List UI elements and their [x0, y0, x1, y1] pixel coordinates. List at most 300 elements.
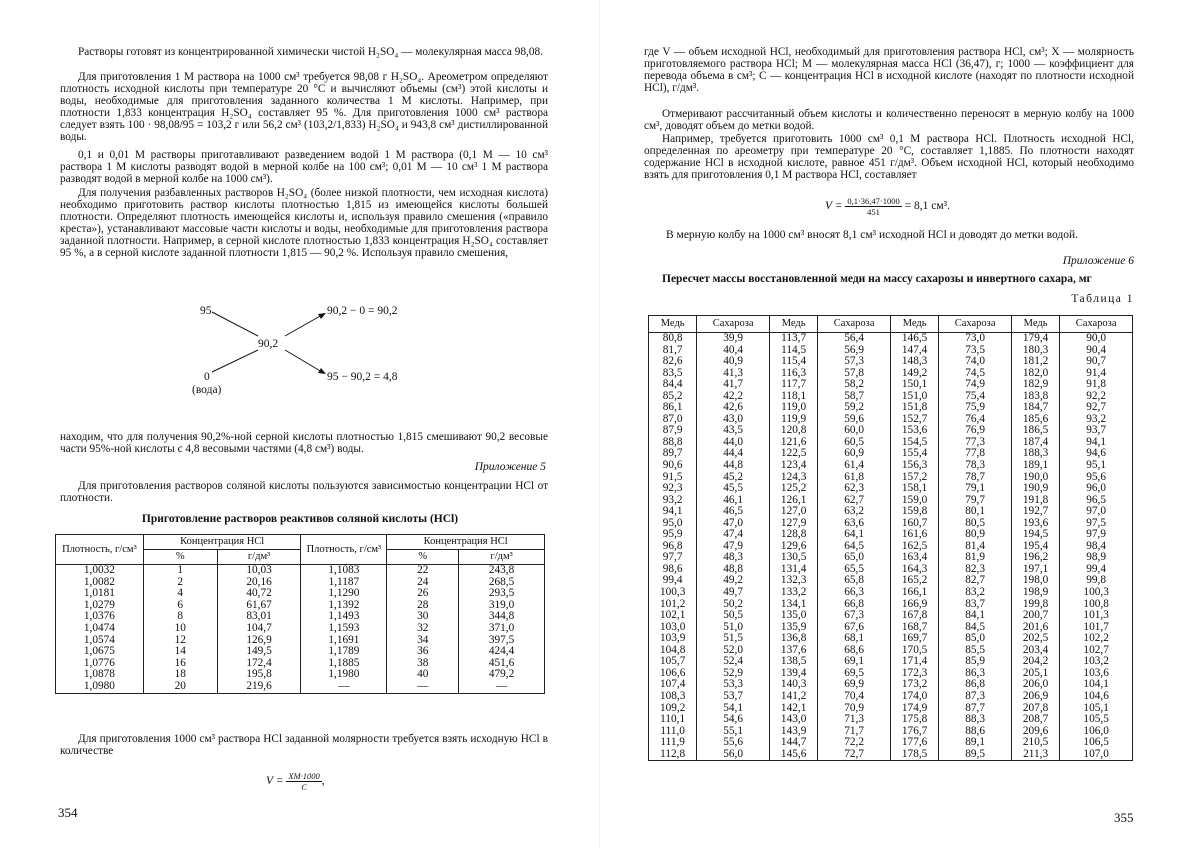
diagram-bottom-left: 0 — [204, 371, 210, 383]
table-cell: 148,3 — [890, 356, 938, 368]
table-cell: 165,2 — [890, 575, 938, 587]
table-cell: 85,5 — [939, 645, 1012, 657]
table-cell: 74,9 — [939, 379, 1012, 391]
table-cell: — — [387, 681, 459, 693]
table-cell: 97,0 — [1060, 506, 1133, 518]
table-cell: 99,4 — [649, 575, 697, 587]
table-cell: 125,2 — [769, 483, 817, 495]
table-row — [649, 472, 1133, 484]
table-cell: 59,6 — [818, 414, 891, 426]
table-title: Приготовление растворов реактивов соляной кислоты (HCl) — [141, 513, 459, 525]
arrowhead-icon — [318, 313, 326, 319]
table-cell: 451,6 — [459, 658, 545, 670]
table-cell: 46,1 — [697, 495, 770, 507]
table-cell: 167,8 — [890, 610, 938, 622]
table-cell: 86,3 — [939, 668, 1012, 680]
table-row — [649, 622, 1133, 634]
table-cell: 145,6 — [769, 749, 817, 761]
table-cell: 190,9 — [1011, 483, 1059, 495]
table-cell: 140,3 — [769, 679, 817, 691]
table-cell: 81,7 — [649, 345, 697, 357]
table-cell: 73,0 — [939, 333, 1012, 345]
table-row — [649, 506, 1133, 518]
table-cell: 82,3 — [939, 564, 1012, 576]
table-row — [649, 645, 1133, 657]
table-cell: 65,0 — [818, 552, 891, 564]
table-cell: 103,9 — [649, 633, 697, 645]
table-cell: 47,0 — [697, 518, 770, 530]
table-cell: 49,2 — [697, 575, 770, 587]
table-cell: 95,0 — [649, 518, 697, 530]
table-cell: 123,4 — [769, 460, 817, 472]
table-cell: 194,5 — [1011, 529, 1059, 541]
table-cell: 127,9 — [769, 518, 817, 530]
table-row — [56, 681, 545, 693]
table-row — [56, 588, 545, 600]
table-cell: 68,1 — [818, 633, 891, 645]
table-cell: 41,7 — [697, 379, 770, 391]
table-cell: 200,7 — [1011, 610, 1059, 622]
table-cell: 1,1980 — [301, 669, 387, 681]
table-cell: 107,4 — [649, 679, 697, 691]
table-cell: 1,0776 — [56, 658, 144, 670]
table-cell: 60,0 — [818, 425, 891, 437]
table-cell: 150,1 — [890, 379, 938, 391]
table-cell: 142,1 — [769, 703, 817, 715]
table-cell: 50,5 — [697, 610, 770, 622]
table-cell: 40,9 — [697, 356, 770, 368]
table-cell: 85,2 — [649, 391, 697, 403]
table-header: Медь — [890, 316, 938, 333]
table-cell: 104,1 — [1060, 679, 1133, 691]
table-header: Медь — [769, 316, 817, 333]
table-row — [649, 656, 1133, 668]
table-cell: 161,6 — [890, 529, 938, 541]
table-cell: 158,1 — [890, 483, 938, 495]
cross-rule-diagram — [190, 300, 440, 400]
table-cell: 42,6 — [697, 402, 770, 414]
table-cell: 83,5 — [649, 368, 697, 380]
table-cell: 156,3 — [890, 460, 938, 472]
table-cell: 344,8 — [459, 611, 545, 623]
table-cell: 93,2 — [1060, 414, 1133, 426]
table-row — [649, 737, 1133, 749]
table-row — [649, 668, 1133, 680]
table-cell: 126,9 — [217, 635, 301, 647]
table-cell: 81,9 — [939, 552, 1012, 564]
table-cell: 219,6 — [217, 681, 301, 693]
formula-volume: V = $\frac{XM\cdot 1000}{C}$ , — [266, 771, 325, 792]
table-header: Сахароза — [818, 316, 891, 333]
table-cell: 90,6 — [649, 460, 697, 472]
table-cell: 68,6 — [818, 645, 891, 657]
table-cell: 1,0082 — [56, 577, 144, 589]
table-cell: 195,4 — [1011, 541, 1059, 553]
table-cell: 175,8 — [890, 714, 938, 726]
table-cell: 130,5 — [769, 552, 817, 564]
table-cell: 18 — [143, 669, 217, 681]
table-cell: 83,01 — [217, 611, 301, 623]
table-cell: 149,5 — [217, 646, 301, 658]
appendix-label: Приложение 6 — [1062, 255, 1134, 267]
table-cell: 14 — [143, 646, 217, 658]
table-cell: 187,4 — [1011, 437, 1059, 449]
table-cell: 197,1 — [1011, 564, 1059, 576]
table-cell: 171,4 — [890, 656, 938, 668]
table-cell: 104,7 — [217, 623, 301, 635]
table-cell: 164,3 — [890, 564, 938, 576]
table-cell: 77,3 — [939, 437, 1012, 449]
table-cell: 96,8 — [649, 541, 697, 553]
table-cell: 92,3 — [649, 483, 697, 495]
table-cell: 155,4 — [890, 448, 938, 460]
table-cell: 172,3 — [890, 668, 938, 680]
table-cell: 104,6 — [1060, 691, 1133, 703]
table-cell: 208,7 — [1011, 714, 1059, 726]
copper-sucrose-table — [648, 315, 1133, 761]
table-cell: 1,0474 — [56, 623, 144, 635]
table-cell: 50,2 — [697, 599, 770, 611]
table-cell: 43,5 — [697, 425, 770, 437]
table-cell: 40,72 — [217, 588, 301, 600]
table-cell: 196,2 — [1011, 552, 1059, 564]
table-cell: 188,3 — [1011, 448, 1059, 460]
table-cell: 83,2 — [939, 587, 1012, 599]
table-cell: 186,5 — [1011, 425, 1059, 437]
table-cell: 67,3 — [818, 610, 891, 622]
table-row — [649, 703, 1133, 715]
table-cell: 1,0675 — [56, 646, 144, 658]
arrowhead-icon — [318, 368, 326, 374]
table-cell: 87,7 — [939, 703, 1012, 715]
table-row — [649, 575, 1133, 587]
table-cell: 134,1 — [769, 599, 817, 611]
table-cell: 159,8 — [890, 506, 938, 518]
table-cell: 139,4 — [769, 668, 817, 680]
table-cell: 39,9 — [697, 333, 770, 345]
table-cell: 199,8 — [1011, 599, 1059, 611]
table-cell: 69,5 — [818, 668, 891, 680]
table-cell: 190,0 — [1011, 472, 1059, 484]
table-cell: 36 — [387, 646, 459, 658]
table-cell: 191,8 — [1011, 495, 1059, 507]
table-cell: 73,5 — [939, 345, 1012, 357]
table-cell: 189,1 — [1011, 460, 1059, 472]
table-cell: 49,7 — [697, 587, 770, 599]
table-cell: 75,4 — [939, 391, 1012, 403]
table-cell: 74,0 — [939, 356, 1012, 368]
table-cell: 182,9 — [1011, 379, 1059, 391]
table-cell: 61,67 — [217, 600, 301, 612]
table-cell: 319,0 — [459, 600, 545, 612]
table-cell: 184,7 — [1011, 402, 1059, 414]
table-cell: 60,9 — [818, 448, 891, 460]
table-cell: 84,5 — [939, 622, 1012, 634]
table-cell: 371,0 — [459, 623, 545, 635]
table-row — [56, 669, 545, 681]
diagram-bottom-right: 95 − 90,2 = 4,8 — [327, 371, 398, 383]
table-cell: 162,5 — [890, 541, 938, 553]
table-cell: 20 — [143, 681, 217, 693]
table-cell: 179,4 — [1011, 333, 1059, 345]
table-cell: 47,4 — [697, 529, 770, 541]
table-cell: 53,3 — [697, 679, 770, 691]
table-cell: 70,4 — [818, 691, 891, 703]
table-cell: 98,4 — [1060, 541, 1133, 553]
arrow-line — [285, 315, 322, 336]
table-cell: 268,5 — [459, 577, 545, 589]
table-cell: 2 — [143, 577, 217, 589]
table-cell: 97,7 — [649, 552, 697, 564]
paragraph-result: находим, что для получения 90,2%-ной серной кислоты плотностью 1,815 смешивают 90,2 весовые части 95%-ной кислоты с 4,8 весовыми частями (4,8 см³) воды. — [60, 431, 548, 455]
table-cell: 120,8 — [769, 425, 817, 437]
table-cell: 1,0376 — [56, 611, 144, 623]
paragraph-final: В мерную колбу на 1000 см³ вносят 8,1 см³ исходной HCl и доводят до метки водой. — [666, 229, 1079, 241]
table-cell: 69,9 — [818, 679, 891, 691]
header-density: Плотность, г/см³ — [56, 535, 144, 565]
table-cell: 61,4 — [818, 460, 891, 472]
table-row — [56, 646, 545, 658]
table-cell: 126,1 — [769, 495, 817, 507]
table-header: Сахароза — [939, 316, 1012, 333]
table-cell: 166,9 — [890, 599, 938, 611]
table-cell: 61,8 — [818, 472, 891, 484]
table-cell: 201,6 — [1011, 622, 1059, 634]
table-cell: 87,9 — [649, 425, 697, 437]
table-cell: 138,5 — [769, 656, 817, 668]
table-cell: 152,7 — [890, 414, 938, 426]
table-header: Медь — [649, 316, 697, 333]
table-cell: 103,2 — [1060, 656, 1133, 668]
table-cell: 79,7 — [939, 495, 1012, 507]
table-cell: 94,1 — [649, 506, 697, 518]
header-concentration: Концентрация HCl — [387, 535, 545, 550]
table-cell: 106,6 — [649, 668, 697, 680]
table-row — [649, 564, 1133, 576]
hcl-table — [55, 534, 545, 694]
table-row — [649, 414, 1133, 426]
table-cell: 94,1 — [1060, 437, 1133, 449]
table-cell: 88,6 — [939, 726, 1012, 738]
table-cell: 121,6 — [769, 437, 817, 449]
table-cell: 83,7 — [939, 599, 1012, 611]
table-row — [56, 577, 545, 589]
table-cell: 159,0 — [890, 495, 938, 507]
paragraph-intro: Растворы готовят из концентрированной химически чистой H₂SO₄ — молекулярная масса 98,08. — [78, 46, 543, 58]
paragraph-example: Например, требуется приготовить 1000 см³ 0,1 М раствора HCl. Плотность исходной HCl, определенная по ареометру при температуре 20 °С, составляет 1,1885. По плотности находят содержание HCl в исходной кислоте, равное 451 г/дм³. Объем исходной HCl, который необходимо взять для приготовления 0,1 М раствора HCl, составляет — [644, 133, 1134, 181]
table-cell: 135,9 — [769, 622, 817, 634]
table-cell: 157,2 — [890, 472, 938, 484]
table-cell: 116,3 — [769, 368, 817, 380]
table-cell: 72,7 — [818, 749, 891, 761]
table-cell: 109,2 — [649, 703, 697, 715]
table-header: Сахароза — [697, 316, 770, 333]
table-cell: 174,9 — [890, 703, 938, 715]
table-cell: 74,5 — [939, 368, 1012, 380]
table-cell: 147,4 — [890, 345, 938, 357]
table-cell: 82,7 — [939, 575, 1012, 587]
table-cell: 56,0 — [697, 749, 770, 761]
table-row — [649, 368, 1133, 380]
table-row — [649, 402, 1133, 414]
table-cell: 58,7 — [818, 391, 891, 403]
table-label: Таблица 1 — [1071, 293, 1134, 305]
table-cell: 1,0574 — [56, 635, 144, 647]
table-cell: 63,6 — [818, 518, 891, 530]
table-cell: 1,1083 — [301, 565, 387, 577]
table-cell: 195,8 — [217, 669, 301, 681]
table-row — [649, 448, 1133, 460]
table-cell: 76,4 — [939, 414, 1012, 426]
table-cell: 102,7 — [1060, 645, 1133, 657]
table-row — [56, 635, 545, 647]
table-cell: 92,2 — [1060, 391, 1133, 403]
table-row — [56, 611, 545, 623]
table-cell: 94,6 — [1060, 448, 1133, 460]
table-cell: 136,8 — [769, 633, 817, 645]
table-cell: 1,1789 — [301, 646, 387, 658]
table-cell: 84,4 — [649, 379, 697, 391]
table-cell: 6 — [143, 600, 217, 612]
table-cell: 1,0279 — [56, 600, 144, 612]
header-g-dm3: г/дм³ — [459, 550, 545, 565]
table-cell: 479,2 — [459, 669, 545, 681]
table-cell: 103,6 — [1060, 668, 1133, 680]
table-cell: 22 — [387, 565, 459, 577]
table-cell: 65,5 — [818, 564, 891, 576]
table-cell: 86,8 — [939, 679, 1012, 691]
table-cell: 67,6 — [818, 622, 891, 634]
table-cell: 182,0 — [1011, 368, 1059, 380]
table-cell: 79,1 — [939, 483, 1012, 495]
table-cell: 80,5 — [939, 518, 1012, 530]
table-cell: 154,5 — [890, 437, 938, 449]
table-row — [649, 610, 1133, 622]
table-cell: 95,1 — [1060, 460, 1133, 472]
table-cell: 1,0878 — [56, 669, 144, 681]
table-row — [649, 495, 1133, 507]
table-cell: 177,6 — [890, 737, 938, 749]
table-cell: 64,1 — [818, 529, 891, 541]
table-row — [649, 379, 1133, 391]
table-cell: 93,7 — [1060, 425, 1133, 437]
table-cell: 52,4 — [697, 656, 770, 668]
paragraph-where: где V — объем исходной HCl, необходимый для приготовления раствора HCl, см³; X — молярность приготовляемого раствора HCl; M — молекулярная масса HCl (36,47), г; 1000 — коэффициент для перевода объема в см³; C — концентрация HCl в исходной кислоте (находят по плотности исходной HCl), г/дм³. — [644, 46, 1134, 94]
table-cell: 105,7 — [649, 656, 697, 668]
table-row — [56, 623, 545, 635]
table-row — [649, 679, 1133, 691]
page-number: 354 — [58, 805, 78, 820]
table-cell: 202,5 — [1011, 633, 1059, 645]
table-cell: 72,2 — [818, 737, 891, 749]
table-cell: 193,6 — [1011, 518, 1059, 530]
table-cell: 57,3 — [818, 356, 891, 368]
table-cell: 146,5 — [890, 333, 938, 345]
table-cell: 211,3 — [1011, 749, 1059, 761]
table-cell: 65,8 — [818, 575, 891, 587]
table-cell: 105,1 — [1060, 703, 1133, 715]
header-concentration: Концентрация HCl — [143, 535, 301, 550]
table-cell: 127,0 — [769, 506, 817, 518]
table-cell: 205,1 — [1011, 668, 1059, 680]
table-row — [649, 518, 1133, 530]
table-cell: 99,4 — [1060, 564, 1133, 576]
table-row — [649, 587, 1133, 599]
table-row — [649, 691, 1133, 703]
table-cell: 1,1593 — [301, 623, 387, 635]
formula-example: V = $\frac{0,1\cdot 36,47\cdot 1000}{451}$ = 8,1 см³. — [825, 196, 950, 217]
table-cell: 24 — [387, 577, 459, 589]
table-cell: 1,1885 — [301, 658, 387, 670]
table-cell: 88,8 — [649, 437, 697, 449]
table-cell: 114,5 — [769, 345, 817, 357]
table-cell: 66,8 — [818, 599, 891, 611]
table-cell: 96,5 — [1060, 495, 1133, 507]
table-cell: 181,2 — [1011, 356, 1059, 368]
table-cell: 424,4 — [459, 646, 545, 658]
table-cell: 1,1187 — [301, 577, 387, 589]
table-cell: 80,9 — [939, 529, 1012, 541]
table-row — [56, 658, 545, 670]
table-cell: 44,4 — [697, 448, 770, 460]
table-cell: 168,7 — [890, 622, 938, 634]
table-cell: 92,7 — [1060, 402, 1133, 414]
table-cell: 97,5 — [1060, 518, 1133, 530]
table-cell: 131,4 — [769, 564, 817, 576]
table-cell: 98,9 — [1060, 552, 1133, 564]
arrow-line — [212, 312, 258, 336]
header-g-dm3: г/дм³ — [217, 550, 301, 565]
table-cell: 210,5 — [1011, 737, 1059, 749]
appendix-label: Приложение 5 — [474, 461, 546, 473]
table-cell: 170,5 — [890, 645, 938, 657]
table-cell: 1,0032 — [56, 565, 144, 577]
table-cell: 40 — [387, 669, 459, 681]
table-cell: 102,1 — [649, 610, 697, 622]
table-cell: 70,9 — [818, 703, 891, 715]
table-cell: 107,0 — [1060, 749, 1133, 761]
table-cell: 47,9 — [697, 541, 770, 553]
table-row — [649, 714, 1133, 726]
table-cell: 137,6 — [769, 645, 817, 657]
diagram-top-right: 90,2 − 0 = 90,2 — [327, 305, 398, 317]
table-cell: 166,1 — [890, 587, 938, 599]
table-cell: 64,5 — [818, 541, 891, 553]
table-cell: 76,9 — [939, 425, 1012, 437]
table-cell: 26 — [387, 588, 459, 600]
table-cell: 45,2 — [697, 472, 770, 484]
table-cell: 46,5 — [697, 506, 770, 518]
table-cell: 132,3 — [769, 575, 817, 587]
table-cell: 87,3 — [939, 691, 1012, 703]
table-cell: 44,0 — [697, 437, 770, 449]
table-cell: 62,3 — [818, 483, 891, 495]
table-cell: 100,3 — [1060, 587, 1133, 599]
table-cell: 111,9 — [649, 737, 697, 749]
table-cell: 85,0 — [939, 633, 1012, 645]
header-percent: % — [143, 550, 217, 565]
table-row — [56, 565, 545, 577]
table-cell: 71,7 — [818, 726, 891, 738]
header-percent: % — [387, 550, 459, 565]
table-cell: 51,5 — [697, 633, 770, 645]
table-cell: 34 — [387, 635, 459, 647]
table-cell: 48,3 — [697, 552, 770, 564]
table-cell: 178,5 — [890, 749, 938, 761]
table-cell: 104,8 — [649, 645, 697, 657]
table-cell: 172,4 — [217, 658, 301, 670]
table-cell: 41,3 — [697, 368, 770, 380]
